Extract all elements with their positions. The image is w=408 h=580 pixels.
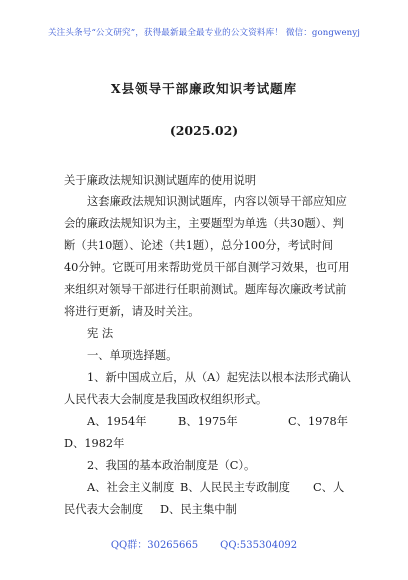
footer-qq: QQ:535304092 (220, 540, 298, 551)
question-2-option-a: A、社会主义制度 (87, 481, 175, 494)
intro-line: 来组织对领导干部进行任职前测试。题库每次廉政考试前 (64, 283, 347, 296)
question-1-line: 人民代表大会制度是我国政权组织形式。 (64, 393, 268, 406)
question-2-option-c-end: 民代表大会制度 (64, 503, 144, 516)
section-title: 宪 法 (87, 327, 114, 340)
intro-line: 会的廉政法规知识为主，主要题型为单选（共30题）、判 (64, 217, 344, 230)
part-title: 一、单项选择题。 (87, 349, 178, 362)
question-1-option-a: A、1954年 (87, 415, 147, 428)
intro-line: 断（共10题）、论述（共1题），总分100分，考试时间 (64, 239, 334, 252)
intro-line: 40分钟。它既可用来帮助党员干部自测学习效果，也可用 (64, 261, 350, 274)
question-1-option-d: D、1982年 (64, 437, 125, 450)
document-title: X县领导干部廉政知识考试题库 (110, 81, 298, 96)
question-1-option-c: C、1978年 (288, 415, 348, 428)
intro-line: 将进行更新，请及时关注。 (64, 305, 200, 318)
document-date: (2025.02) (169, 123, 239, 138)
intro-heading: 关于廉政法规知识测试题库的使用说明 (64, 174, 257, 187)
header-promo-note: 关注头条号“公文研究”，获得最新最全最专业的公文资料库！ 微信：gongwenyj (47, 28, 361, 38)
intro-line: 这套廉政法规知识测试题库，内容以领导干部应知应 (87, 195, 347, 208)
footer-qq-group: QQ群：30265665 (110, 540, 199, 551)
question-1-line: 1、新中国成立后，从（A）起宪法以根本法形式确认 (87, 371, 351, 384)
question-2-option-b: B、人民民主专政制度 (180, 481, 290, 494)
footer-contact (0, 536, 408, 551)
question-2-option-c-start: C、人 (313, 481, 345, 494)
question-2-line: 2、我国的基本政治制度是（C）。 (87, 459, 256, 472)
question-1-option-b: B、1975年 (178, 415, 238, 428)
question-2-option-d: D、民主集中制 (160, 503, 237, 516)
